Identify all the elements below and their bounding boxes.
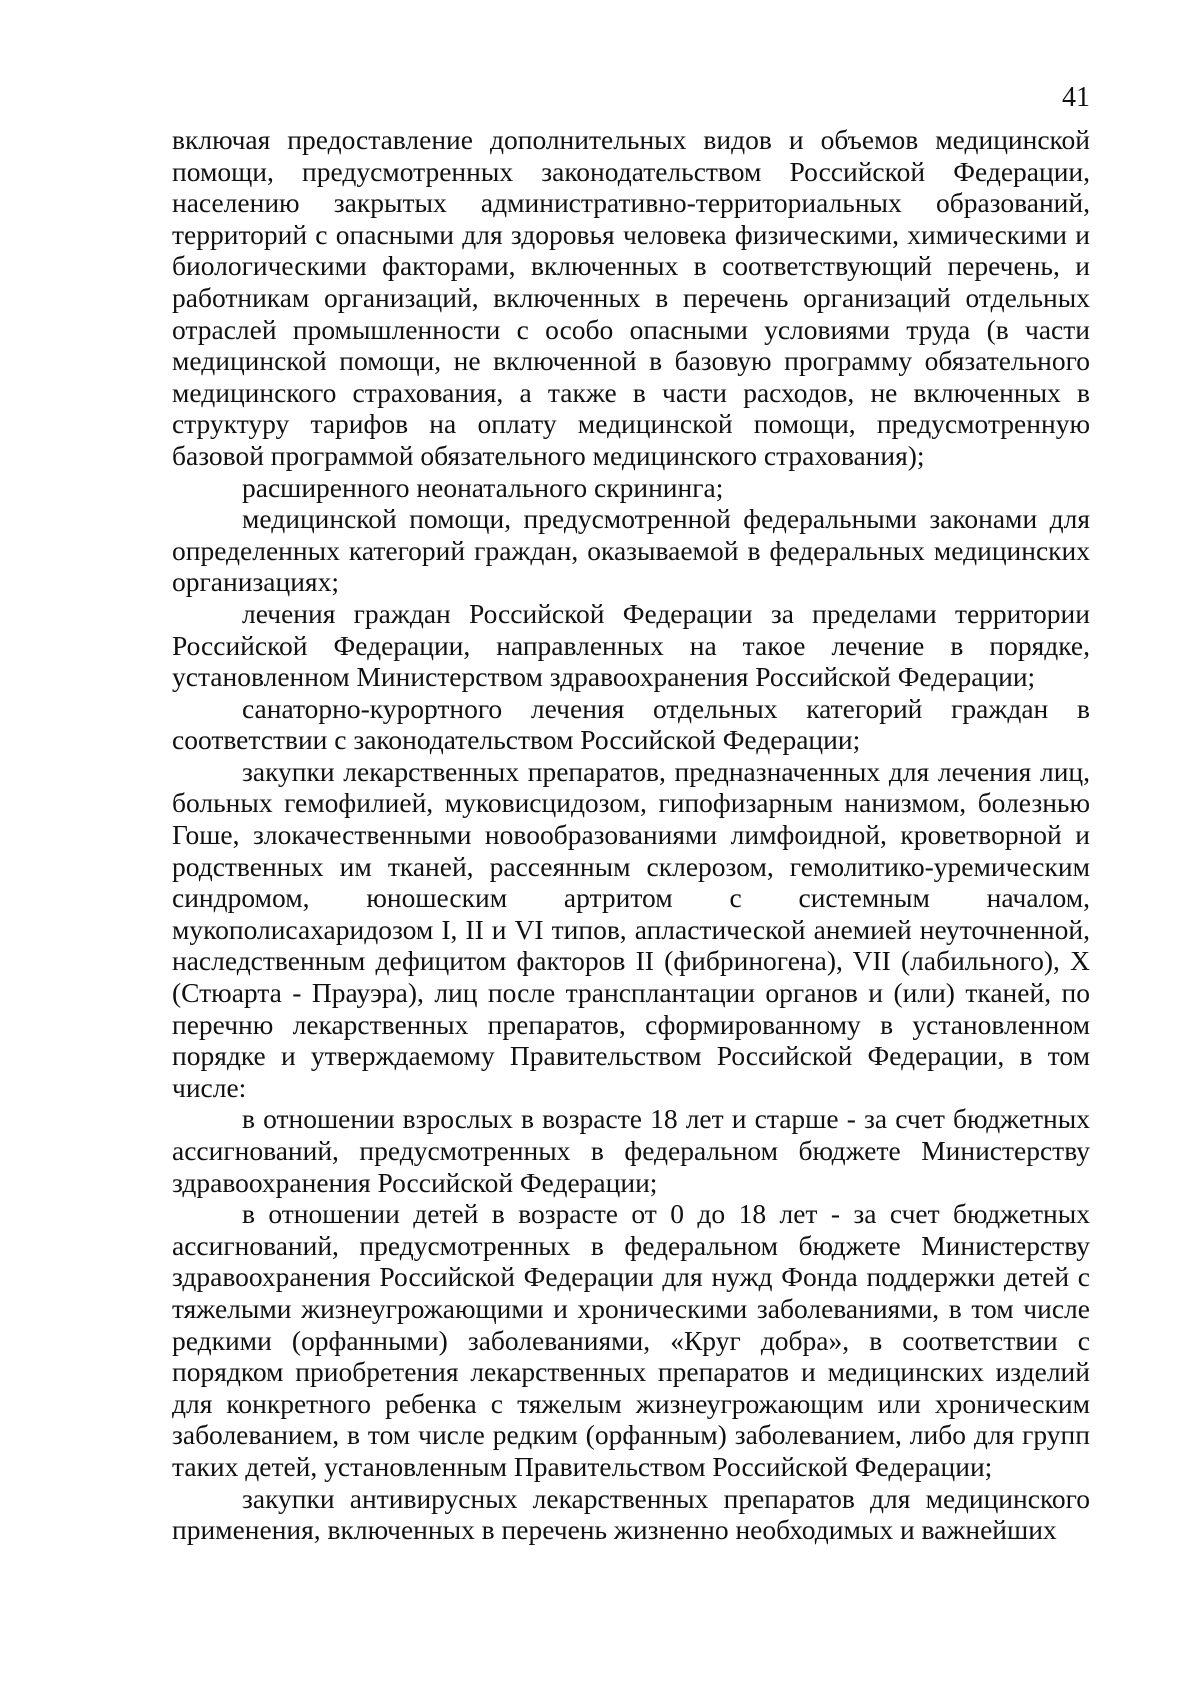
paragraph: медицинской помощи, предусмотренной федеральными законами для определенных категорий граждан, оказываемой в федеральных медицинских организациях; xyxy=(172,503,1090,598)
paragraph: закупки антивирусных лекарственных препаратов для медицинского применения, включенных в перечень жизненно необходимых и важнейших xyxy=(172,1482,1090,1546)
paragraph: в отношении взрослых в возрасте 18 лет и старше - за счет бюджетных ассигнований, предусмотренных в федеральном бюджете Министерству здравоохранения Российской Федерации; xyxy=(172,1103,1090,1198)
page-number: 41 xyxy=(1062,82,1090,113)
document-body xyxy=(172,124,1090,1546)
paragraph: закупки лекарственных препаратов, предназначенных для лечения лиц, больных гемофилией, муковисцидозом, гипофизарным нанизмом, болезнью Гоше, злокачественными новообразованиями лимфоидной, кроветворной и родственных им тканей, рассеянным склерозом, гемолитико-уремическим синдромом, юношеским артритом с системным началом, мукополисахаридозом I, II и VI типов, апластической анемией неуточненной, наследственным дефицитом факторов II (фибриногена), VII (лабильного), X (Стюарта - Прауэра), лиц после трансплантации органов и (или) тканей, по перечню лекарственных препаратов, сформированному в установленном порядке и утверждаемому Правительством Российской Федерации, в том числе: xyxy=(172,755,1090,1103)
paragraph: включая предоставление дополнительных видов и объемов медицинской помощи, предусмотренных законодательством Российской Федерации, населению закрытых административно-территориальных образований, территорий с опасными для здоровья человека физическими, химическими и биологическими факторами, включенных в соответствующий перечень, и работникам организаций, включенных в перечень организаций отдельных отраслей промышленности с особо опасными условиями труда (в части медицинской помощи, не включенной в базовую программу обязательного медицинского страхования, а также в части расходов, не включенных в структуру тарифов на оплату медицинской помощи, предусмотренную базовой программой обязательного медицинского страхования); xyxy=(172,124,1090,471)
paragraph: в отношении детей в возрасте от 0 до 18 лет - за счет бюджетных ассигнований, предусмотренных в федеральном бюджете Министерству здравоохранения Российской Федерации для нужд Фонда поддержки детей с тяжелыми жизнеугрожающими и хроническими заболеваниями, в том числе редкими (орфанными) заболеваниями, «Круг добра», в соответствии с порядком приобретения лекарственных препаратов и медицинских изделий для конкретного ребенка с тяжелым жизнеугрожающим или хроническим заболеванием, в том числе редким (орфанным) заболеванием, либо для групп таких детей, установленным Правительством Российской Федерации; xyxy=(172,1198,1090,1482)
paragraph: лечения граждан Российской Федерации за пределами территории Российской Федерации, направленных на такое лечение в порядке, установленном Министерством здравоохранения Российской Федерации; xyxy=(172,597,1090,693)
paragraph: санаторно-курортного лечения отдельных категорий граждан в соответствии с законодательством Российской Федерации; xyxy=(172,692,1090,756)
paragraph: расширенного неонатального скрининга; xyxy=(242,471,724,503)
